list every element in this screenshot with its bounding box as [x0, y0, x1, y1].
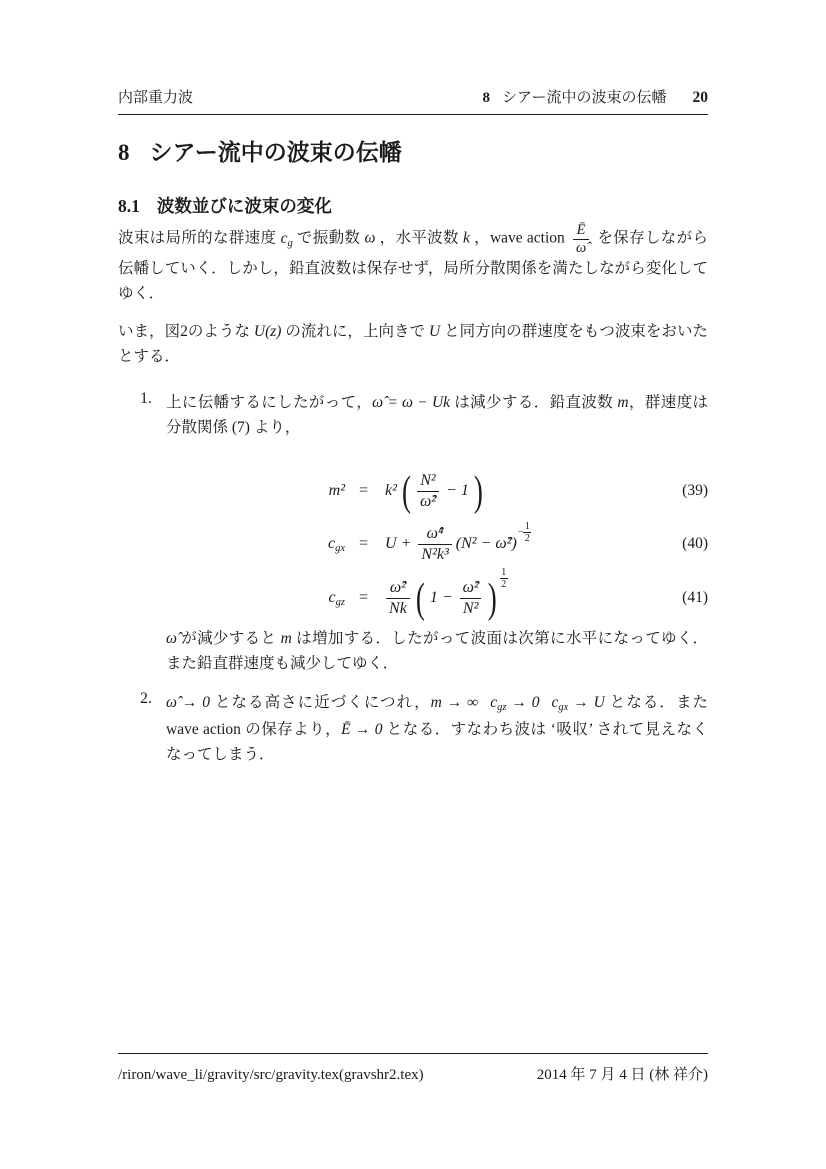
exponent-numerator: 1 — [524, 520, 530, 532]
math-m: m — [280, 630, 292, 647]
math-omega: ω — [364, 229, 376, 247]
text-run: は増加する．したがって波面は次第に水平になってゆく．また鉛直群速度も減少してゆく． — [166, 630, 708, 672]
math-group-velocity-symbol — [281, 230, 293, 247]
text-run: となる高さに近づくにつれ， — [210, 694, 431, 711]
math-k-squared: k² — [385, 482, 397, 499]
equation-40 — [118, 520, 708, 568]
footer-file-path: /riron/wave_li/gravity/src/gravity.tex(gravshr2.tex) — [118, 1067, 424, 1083]
text-run: 波束は局所的な群速度 — [118, 229, 281, 247]
equation-39-number: (39) — [682, 482, 708, 499]
math-var: c — [280, 229, 288, 247]
text-run: ，群速度は分散関係 (7) より， — [166, 394, 708, 436]
equation-40-lhs — [118, 535, 345, 553]
big-paren-open: ( — [401, 467, 411, 515]
page-footer — [118, 1053, 708, 1084]
exponent-numerator: 1 — [501, 566, 507, 578]
header-section-number: 8 — [482, 90, 490, 106]
header-page-number: 20 — [692, 89, 708, 106]
equation-41-number: (41) — [682, 589, 708, 606]
text-run: を保存しながら伝幡していく．しかし，鉛直波数は保存せず，局所分散関係を満たしながら変化してゆく． — [118, 229, 708, 303]
math-arrow: → 0 — [506, 694, 540, 711]
fraction-denominator: N² — [460, 598, 481, 618]
big-paren-close: ) — [487, 574, 497, 622]
exponent-fraction — [523, 521, 531, 544]
equals-sign: = — [359, 589, 369, 606]
equation-41 — [118, 568, 708, 628]
equals-sign: = — [359, 535, 369, 552]
text-run: となる．すなわち波は ‘吸収’ されて見えなくなってしまう． — [166, 721, 709, 763]
section-title-text: シアー流中の波束の伝幡 — [149, 139, 402, 165]
subsection-number: 8.1 — [118, 196, 140, 216]
footer-date-author: 2014 年 7 月 4 日 (林 祥介) — [536, 1067, 708, 1083]
fraction-numerator: ω̂⁴ — [426, 525, 444, 543]
math-omega-to-zero: ω̂ → 0 — [166, 694, 211, 711]
text-run: は減少する．鉛直波数 — [450, 394, 618, 411]
subsection-title-text: 波数並びに波束の変化 — [156, 196, 332, 216]
equation-41-rhs — [382, 566, 508, 622]
equals-sign: = — [359, 482, 369, 499]
note-paragraph — [166, 626, 708, 676]
equation-40-number: (40) — [682, 535, 708, 552]
math-var: c — [551, 694, 559, 711]
equation-39-lhs — [118, 482, 345, 500]
fraction-numerator: ω̂² — [389, 579, 406, 597]
page-header — [118, 86, 708, 115]
fraction-numerator: Ē — [576, 222, 586, 238]
paragraph-setup — [118, 319, 708, 369]
math-E-to-zero: Ē → 0 — [341, 721, 383, 738]
exponent-sign: − — [517, 526, 524, 538]
math-factor: (N² − ω̂²) — [455, 535, 517, 552]
exponent-minus-half — [518, 521, 532, 544]
math-var: c — [328, 589, 336, 606]
equation-39-rhs — [382, 467, 485, 515]
fraction-denominator: ω̂² — [417, 491, 439, 511]
math-cgx — [328, 535, 345, 553]
math-subscript: gx — [335, 543, 345, 554]
fraction-numerator: ω̂² — [462, 579, 479, 597]
section-heading — [118, 134, 402, 167]
fraction-omega2-over-Nk — [386, 578, 410, 617]
list-item-2-label: 2. — [140, 690, 152, 707]
text-run: ，wave action — [469, 229, 569, 247]
list-item-2 — [140, 690, 708, 767]
big-paren-close: ) — [473, 467, 483, 515]
fraction-omega4-over-N2k3 — [418, 524, 451, 563]
fraction-N2-over-omega2 — [417, 471, 439, 510]
fraction-denominator: ω̂ — [573, 239, 589, 257]
header-section-title: シアー流中の波束の伝幡 — [501, 89, 667, 106]
math-cgz — [329, 589, 345, 607]
math-subscript: gz — [335, 597, 345, 608]
equation-39 — [118, 462, 708, 520]
list-item-2-text — [166, 690, 708, 767]
list-item-1-text — [166, 390, 708, 440]
math-U: U — [428, 323, 441, 340]
text-run: となる．また wave action の保存より， — [166, 694, 708, 738]
section-number: 8 — [118, 140, 130, 165]
math-U-plus: U + — [385, 535, 412, 552]
math-var: c — [327, 535, 336, 552]
math-vertical-wavenumber-m: m — [617, 394, 629, 411]
header-right — [482, 86, 708, 107]
text-run: が減少すると — [176, 630, 281, 647]
list-item-1-label: 1. — [140, 390, 152, 407]
math-cgz-to-zero — [490, 694, 539, 711]
fraction-denominator: Nk — [386, 598, 410, 618]
math-doppler-relation: ω̂ = ω − Uk — [372, 394, 451, 411]
fraction-denominator: N²k³ — [418, 544, 451, 564]
math-arrow: → U — [568, 694, 605, 711]
big-paren-open: ( — [415, 574, 425, 622]
equation-block — [118, 462, 708, 628]
math-wavenumber-k: k — [463, 229, 470, 247]
fraction-numerator: N² — [420, 472, 436, 490]
text-run: 上に伝幡するにしたがって， — [166, 394, 373, 411]
exponent-denominator: 2 — [501, 578, 507, 590]
math-omega-hat: ω̂ — [166, 630, 177, 647]
subsection-heading — [118, 193, 332, 218]
exponent-half — [500, 567, 508, 590]
fraction-omega2-over-N2 — [460, 578, 482, 617]
text-run: で振動数 — [292, 229, 365, 247]
math-U-of-z: U(z) — [253, 323, 282, 340]
exponent-fraction — [500, 567, 508, 590]
exponent-denominator: 2 — [524, 532, 530, 544]
text-run: と同方向の群速度をもつ波束をおいたとする． — [118, 323, 708, 365]
math-subscript: gz — [497, 702, 507, 713]
math-m-squared: m² — [328, 482, 345, 499]
equation-41-lhs — [118, 589, 345, 607]
text-run: ，水平波数 — [375, 229, 464, 247]
math-m-to-infinity: m → ∞ — [430, 694, 479, 711]
math-one-minus: 1 − — [429, 589, 453, 606]
math-subscript: gx — [558, 702, 569, 713]
math-subscript: g — [287, 237, 293, 249]
list-item-1 — [140, 390, 708, 440]
paragraph-intro — [118, 222, 708, 306]
math-cgx-to-U — [552, 694, 605, 711]
text-run: の流れに，上向きで — [281, 323, 429, 340]
text-run: いま，図2のような — [118, 323, 254, 340]
math-minus-one: − 1 — [446, 482, 469, 499]
equation-40-rhs — [382, 520, 531, 563]
header-left-title: 内部重力波 — [118, 89, 194, 106]
wave-action-fraction — [573, 222, 589, 256]
math-var: c — [490, 694, 498, 711]
